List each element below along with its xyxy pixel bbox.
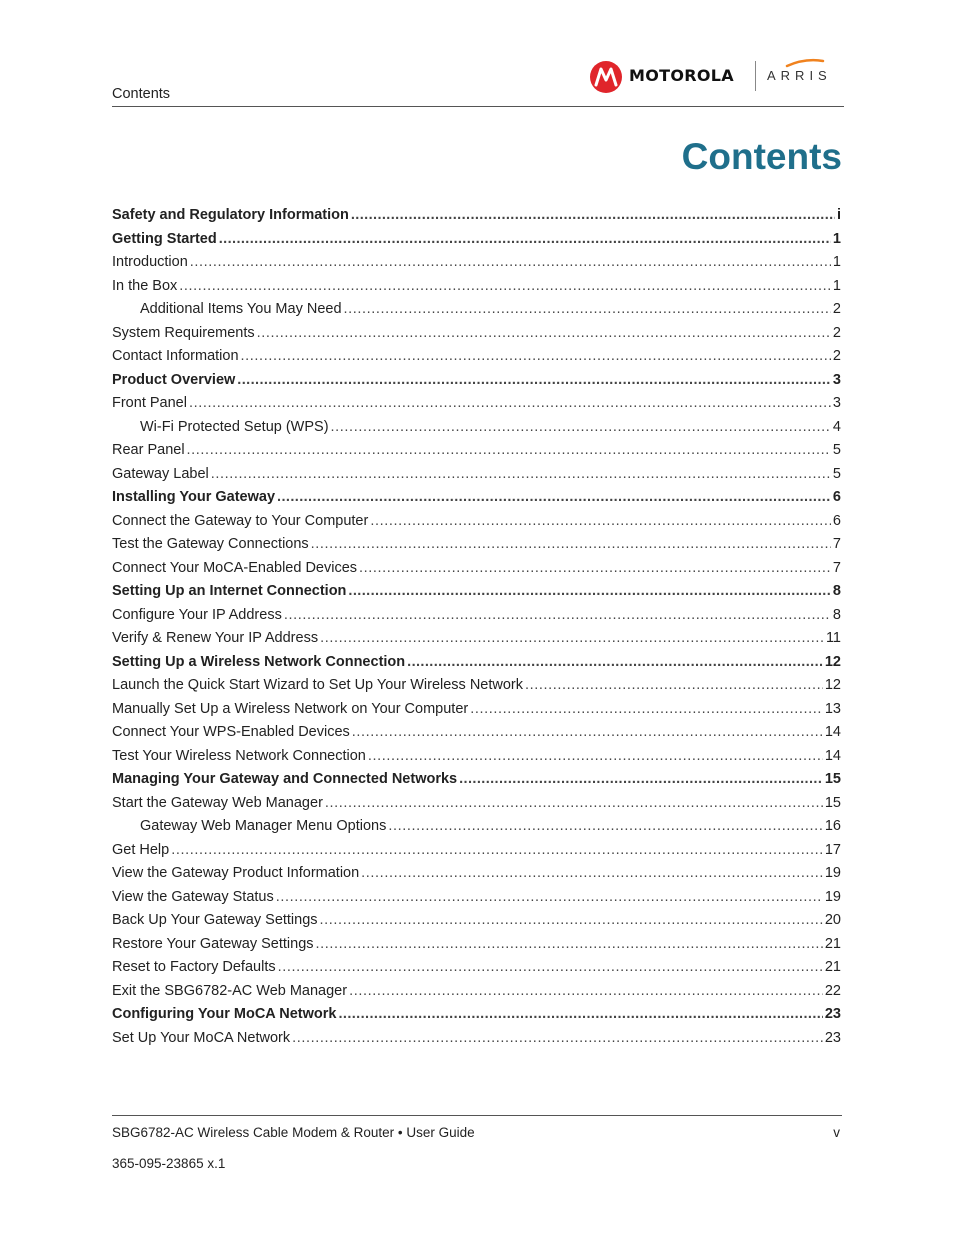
toc-dot-leader: [348, 580, 831, 604]
toc-entry-title: Configuring Your MoCA Network: [112, 1006, 337, 1022]
toc-entry-title: Reset to Factory Defaults: [112, 959, 276, 975]
toc-dot-leader: [219, 228, 831, 252]
toc-entry-title: Connect Your WPS-Enabled Devices: [112, 724, 350, 740]
toc-dot-leader: [361, 862, 823, 886]
toc-section-entry[interactable]: [112, 627, 841, 651]
toc-page-number: 19: [824, 865, 841, 881]
motorola-wordmark: MOTOROLA: [629, 66, 734, 85]
toc-page-number: 2: [832, 348, 841, 364]
toc-section-entry[interactable]: [112, 698, 841, 722]
table-of-contents: [112, 204, 841, 1050]
toc-section-entry[interactable]: [112, 815, 841, 839]
toc-entry-title: Setting Up a Wireless Network Connection: [112, 653, 406, 670]
toc-dot-leader: [190, 251, 831, 275]
toc-chapter-entry[interactable]: [112, 486, 841, 510]
toc-dot-leader: [351, 204, 835, 228]
toc-dot-leader: [257, 322, 831, 346]
toc-dot-leader: [459, 768, 823, 792]
toc-page-number: i: [836, 207, 841, 223]
toc-section-entry[interactable]: [112, 463, 841, 487]
toc-page-number: 2: [832, 301, 841, 317]
toc-dot-leader: [277, 486, 831, 510]
toc-chapter-entry[interactable]: [112, 651, 841, 675]
toc-page-number: 7: [832, 536, 841, 552]
toc-entry-title: Test Your Wireless Network Connection: [112, 747, 366, 764]
toc-entry-title: Configure Your IP Address: [112, 606, 282, 623]
toc-section-entry[interactable]: [112, 792, 841, 816]
toc-entry-title: View the Gateway Product Information: [112, 865, 360, 881]
toc-dot-leader: [237, 369, 831, 393]
toc-page-number: 8: [832, 583, 841, 599]
toc-dot-leader: [284, 604, 831, 628]
toc-page-number: 7: [832, 559, 841, 576]
toc-page-number: 22: [824, 982, 841, 999]
toc-section-entry[interactable]: [112, 275, 841, 299]
toc-page-number: 1: [832, 277, 841, 294]
toc-page-number: 15: [824, 794, 841, 811]
toc-page-number: 21: [824, 935, 841, 952]
toc-page-number: 5: [832, 442, 841, 458]
toc-dot-leader: [179, 275, 831, 299]
toc-section-entry[interactable]: [112, 862, 841, 886]
toc-page-number: 13: [824, 700, 841, 717]
toc-page-number: 20: [824, 912, 841, 928]
toc-section-entry[interactable]: [112, 392, 841, 416]
toc-section-entry[interactable]: [112, 721, 841, 745]
toc-section-entry[interactable]: [112, 909, 841, 933]
toc-dot-leader: [316, 933, 823, 957]
footer-product-title: SBG6782-AC Wireless Cable Modem & Router • User Guide: [112, 1125, 475, 1140]
toc-dot-leader: [311, 533, 831, 557]
toc-entry-title: Connect the Gateway to Your Computer: [112, 512, 369, 529]
toc-dot-leader: [276, 886, 823, 910]
toc-entry-title: Manually Set Up a Wireless Network on Your Computer: [112, 700, 469, 717]
footer-page-number: v: [833, 1125, 840, 1140]
footer-doc-number: 365-095-23865 x.1: [112, 1156, 226, 1171]
toc-chapter-entry[interactable]: [112, 768, 841, 792]
toc-entry-title: Getting Started: [112, 230, 217, 247]
toc-section-entry[interactable]: [112, 416, 841, 440]
toc-section-entry[interactable]: [112, 886, 841, 910]
toc-section-entry[interactable]: [112, 933, 841, 957]
toc-section-entry[interactable]: [112, 674, 841, 698]
arris-wordmark: ARRIS: [767, 68, 832, 83]
toc-dot-leader: [352, 721, 823, 745]
toc-page-number: 17: [824, 841, 841, 858]
toc-entry-title: Test the Gateway Connections: [112, 536, 309, 552]
toc-dot-leader: [388, 815, 823, 839]
toc-entry-title: Connect Your MoCA-Enabled Devices: [112, 559, 358, 576]
motorola-batwing-icon: [589, 60, 623, 94]
toc-page-number: 14: [824, 747, 841, 764]
toc-dot-leader: [344, 298, 831, 322]
toc-entry-title: Wi-Fi Protected Setup (WPS): [140, 418, 329, 435]
toc-page-number: 1: [832, 230, 841, 247]
toc-chapter-entry[interactable]: [112, 204, 841, 228]
toc-page-number: 4: [832, 418, 841, 435]
toc-entry-title: Contact Information: [112, 348, 239, 364]
toc-dot-leader: [187, 439, 831, 463]
toc-section-entry[interactable]: [112, 980, 841, 1004]
toc-entry-title: Restore Your Gateway Settings: [112, 935, 314, 952]
toc-page-number: 15: [824, 771, 841, 787]
toc-entry-title: Rear Panel: [112, 442, 185, 458]
toc-chapter-entry[interactable]: [112, 369, 841, 393]
toc-entry-title: Back Up Your Gateway Settings: [112, 912, 318, 928]
toc-dot-leader: [370, 510, 831, 534]
toc-entry-title: Gateway Web Manager Menu Options: [140, 818, 387, 834]
toc-dot-leader: [320, 627, 824, 651]
toc-entry-title: Set Up Your MoCA Network: [112, 1029, 291, 1046]
footer-rule: [112, 1115, 842, 1116]
toc-dot-leader: [325, 792, 823, 816]
toc-entry-title: System Requirements: [112, 324, 255, 341]
toc-page-number: 3: [832, 395, 841, 411]
toc-page-number: 19: [824, 888, 841, 905]
toc-page-number: 1: [832, 254, 841, 270]
toc-entry-title: Exit the SBG6782-AC Web Manager: [112, 982, 348, 999]
toc-dot-leader: [338, 1003, 822, 1027]
toc-page-number: 23: [824, 1029, 841, 1046]
toc-section-entry[interactable]: [112, 604, 841, 628]
toc-entry-title: Launch the Quick Start Wizard to Set Up Your Wireless Network: [112, 677, 524, 693]
toc-section-entry[interactable]: [112, 533, 841, 557]
header-rule: [112, 106, 844, 107]
toc-entry-title: Additional Items You May Need: [140, 301, 342, 317]
toc-entry-title: Start the Gateway Web Manager: [112, 794, 323, 811]
toc-entry-title: Get Help: [112, 841, 170, 858]
page-title: Contents: [681, 136, 842, 177]
toc-dot-leader: [525, 674, 823, 698]
toc-dot-leader: [349, 980, 823, 1004]
toc-section-entry[interactable]: [112, 839, 841, 863]
toc-page-number: 14: [824, 724, 841, 740]
toc-entry-title: Introduction: [112, 254, 188, 270]
toc-page-number: 6: [832, 489, 841, 505]
toc-section-entry[interactable]: [112, 251, 841, 275]
toc-dot-leader: [368, 745, 823, 769]
toc-page-number: 8: [832, 606, 841, 623]
toc-page-number: 5: [832, 465, 841, 482]
toc-dot-leader: [211, 463, 831, 487]
toc-section-entry[interactable]: [112, 298, 841, 322]
toc-dot-leader: [189, 392, 831, 416]
toc-entry-title: Safety and Regulatory Information: [112, 207, 349, 223]
toc-section-entry[interactable]: [112, 557, 841, 581]
toc-entry-title: Installing Your Gateway: [112, 489, 276, 505]
toc-page-number: 21: [824, 959, 841, 975]
toc-chapter-entry[interactable]: [112, 1003, 841, 1027]
toc-entry-title: Verify & Renew Your IP Address: [112, 630, 319, 646]
toc-section-entry[interactable]: [112, 956, 841, 980]
toc-dot-leader: [331, 416, 831, 440]
toc-chapter-entry[interactable]: [112, 580, 841, 604]
toc-page-number: 12: [824, 677, 841, 693]
toc-page-number: 6: [832, 512, 841, 529]
toc-dot-leader: [278, 956, 823, 980]
toc-section-entry[interactable]: [112, 322, 841, 346]
toc-entry-title: Gateway Label: [112, 465, 209, 482]
running-header: Contents: [112, 86, 171, 102]
toc-dot-leader: [171, 839, 823, 863]
toc-entry-title: Front Panel: [112, 395, 187, 411]
arris-swoosh-icon: [785, 58, 825, 68]
toc-page-number: 16: [824, 818, 841, 834]
toc-page-number: 11: [825, 630, 841, 646]
toc-page-number: 23: [824, 1006, 841, 1022]
toc-chapter-entry[interactable]: [112, 228, 841, 252]
logo-divider: [755, 61, 756, 91]
toc-page-number: 2: [832, 324, 841, 341]
toc-dot-leader: [241, 345, 831, 369]
motorola-arris-logo: [589, 58, 834, 94]
toc-dot-leader: [292, 1027, 823, 1051]
toc-section-entry[interactable]: [112, 745, 841, 769]
toc-dot-leader: [470, 698, 823, 722]
toc-dot-leader: [320, 909, 823, 933]
toc-entry-title: In the Box: [112, 277, 178, 294]
toc-entry-title: View the Gateway Status: [112, 888, 274, 905]
toc-entry-title: Managing Your Gateway and Connected Networks: [112, 771, 458, 787]
toc-dot-leader: [359, 557, 831, 581]
toc-entry-title: Product Overview: [112, 371, 236, 388]
toc-entry-title: Setting Up an Internet Connection: [112, 583, 347, 599]
toc-section-entry[interactable]: [112, 510, 841, 534]
toc-section-entry[interactable]: [112, 345, 841, 369]
toc-page-number: 12: [824, 653, 841, 670]
toc-section-entry[interactable]: [112, 1027, 841, 1051]
toc-dot-leader: [407, 651, 823, 675]
toc-section-entry[interactable]: [112, 439, 841, 463]
toc-page-number: 3: [832, 371, 841, 388]
